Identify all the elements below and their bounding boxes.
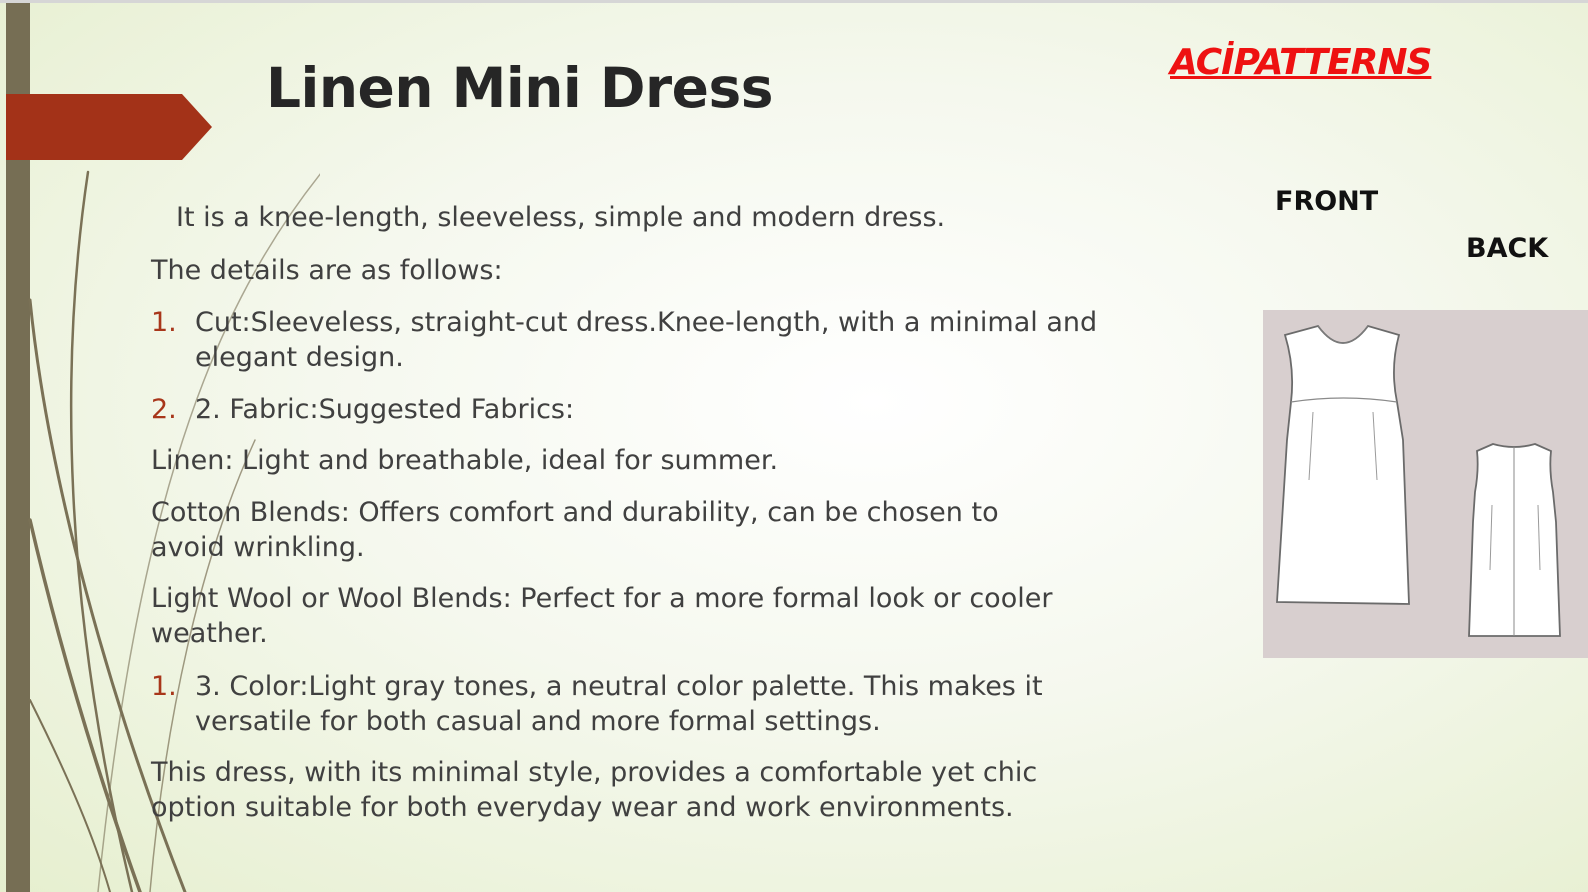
slide-title: Linen Mini Dress — [266, 56, 773, 120]
summary-text — [151, 755, 1037, 825]
details-heading: The details are as follows: — [151, 255, 503, 286]
fabric-wool-line: Light Wool or Wool Blends: Perfect for a more formal look or cooler — [151, 583, 1053, 614]
fabric-cotton-line: Cotton Blends: Offers comfort and durability, can be chosen to — [151, 497, 999, 528]
title-arrow-shape — [6, 94, 212, 160]
summary-line: This dress, with its minimal style, provides a comfortable yet chic — [151, 757, 1038, 788]
brand-logo-text: ACİPATTERNS — [1170, 42, 1432, 83]
fabric-wool-line: weather. — [151, 618, 268, 649]
front-label: FRONT — [1275, 186, 1379, 217]
summary-line: option suitable for both everyday wear and work environments. — [151, 792, 1014, 823]
dress-back-icon — [1263, 310, 1588, 658]
list-number: 2. — [151, 394, 177, 425]
list-item-line: 2. Fabric:Suggested Fabrics: — [195, 394, 575, 425]
list-item-line: 3. Color:Light gray tones, a neutral color palette. This makes it — [195, 671, 1043, 702]
list-item-line: Cut:Sleeveless, straight-cut dress.Knee-length, with a minimal and — [195, 307, 1098, 338]
list-number: 1. — [151, 671, 177, 702]
fabric-cotton — [151, 495, 999, 565]
list-number: 1. — [151, 307, 177, 338]
fabric-linen: Linen: Light and breathable, ideal for summer. — [151, 445, 779, 476]
intro-text: It is a knee-length, sleeveless, simple and modern dress. — [176, 202, 946, 233]
dress-illustration — [1263, 310, 1588, 658]
fabric-wool — [151, 581, 1052, 651]
list-item-line: elegant design. — [195, 342, 404, 373]
back-label: BACK — [1466, 233, 1549, 264]
list-item-line: versatile for both casual and more formal settings. — [195, 706, 881, 737]
fabric-cotton-line: avoid wrinkling. — [151, 532, 365, 563]
